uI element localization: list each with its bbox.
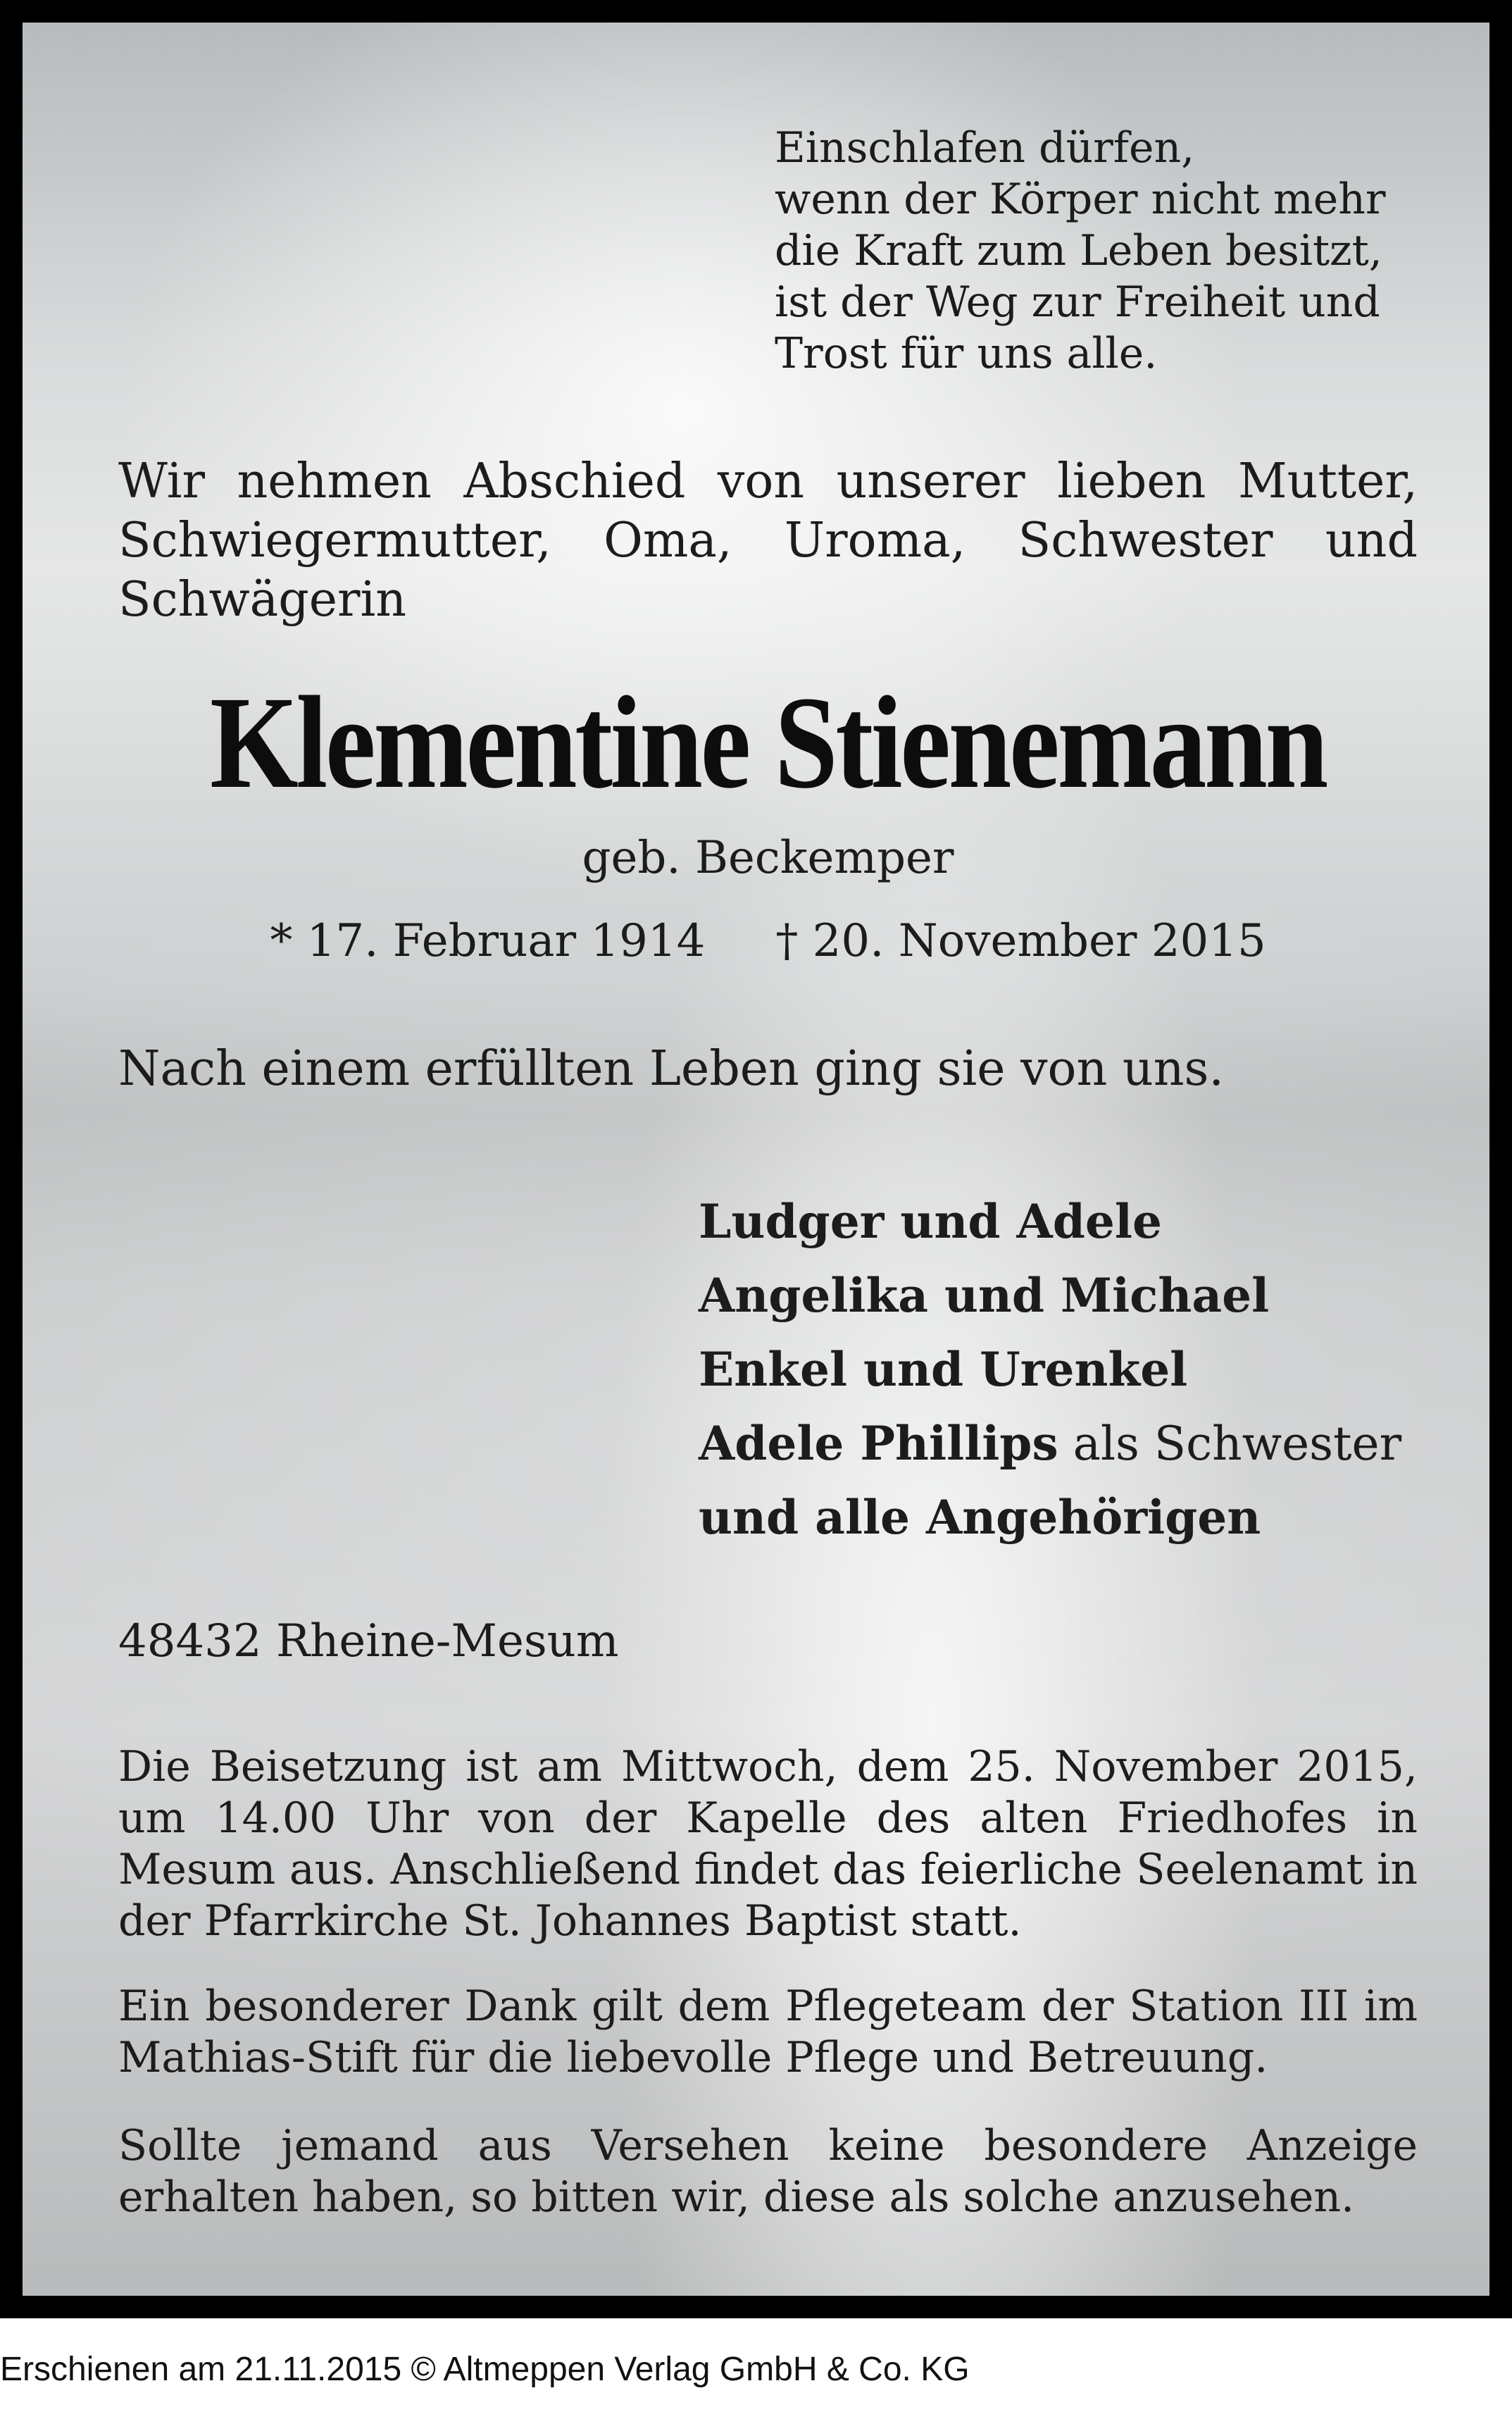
mourner-line <box>699 1259 1401 1333</box>
memorial-verse <box>775 123 1386 380</box>
mourner-name: Ludger und Adele <box>699 1194 1162 1249</box>
publication-footer: Erschienen am 21.11.2015 © Altmeppen Verlag GmbH & Co. KG <box>0 2351 970 2388</box>
mourner-name: Enkel und Urenkel <box>699 1342 1188 1397</box>
life-dates <box>118 916 1418 966</box>
thanks-note: Ein besonderer Dank gilt dem Pflegeteam der Station III im Mathias-Stift für die liebevolle Pflege und Betreuung. <box>118 1982 1418 2082</box>
mourner-name: und alle Angehörigen <box>699 1490 1261 1545</box>
mourner-line <box>699 1481 1401 1555</box>
place-of-residence: 48432 Rheine-Mesum <box>118 1615 619 1667</box>
mourner-line <box>699 1333 1401 1407</box>
verse-line: Trost für uns alle. <box>775 329 1158 378</box>
mourner-name: Angelika und Michael <box>699 1268 1270 1323</box>
verse-line: Einschlafen dürfen, <box>775 123 1195 173</box>
mourners-list <box>699 1185 1401 1555</box>
mourner-name: Adele Phillips <box>699 1416 1058 1471</box>
funeral-info: Die Beisetzung ist am Mittwoch, dem 25. November 2015, um 14.00 Uhr von der Kapelle des alten Friedhofes in Mesum aus. Anschließend findet das feierliche Seelenamt in der Pfarrkirche St. Johannes Baptist statt. <box>118 1742 1418 1946</box>
notice-note: Sollte jemand aus Versehen keine besondere Anzeige erhalten haben, so bitten wir, diese als solche anzusehen. <box>118 2121 1418 2222</box>
closing-line: Nach einem erfüllten Leben ging sie von uns. <box>118 1041 1225 1097</box>
mourner-role: als Schwester <box>1058 1417 1402 1471</box>
obituary-card <box>23 23 1489 2296</box>
verse-line: ist der Weg zur Freiheit und <box>775 278 1380 327</box>
verse-line: wenn der Körper nicht mehr <box>775 175 1386 224</box>
death-date: † 20. November 2015 <box>775 915 1266 967</box>
mourner-line <box>699 1407 1401 1481</box>
deceased-name: Klementine Stienemann <box>210 669 1326 816</box>
birth-name: geb. Beckemper <box>582 832 954 884</box>
mourner-line <box>699 1185 1401 1259</box>
verse-line: die Kraft zum Leben besitzt, <box>775 226 1382 275</box>
birth-date: * 17. Februar 1914 <box>270 915 706 967</box>
farewell-intro: Wir nehmen Abschied von unserer lieben Mutter, Schwiegermutter, Oma, Uroma, Schwester und Schwägerin <box>118 454 1418 628</box>
